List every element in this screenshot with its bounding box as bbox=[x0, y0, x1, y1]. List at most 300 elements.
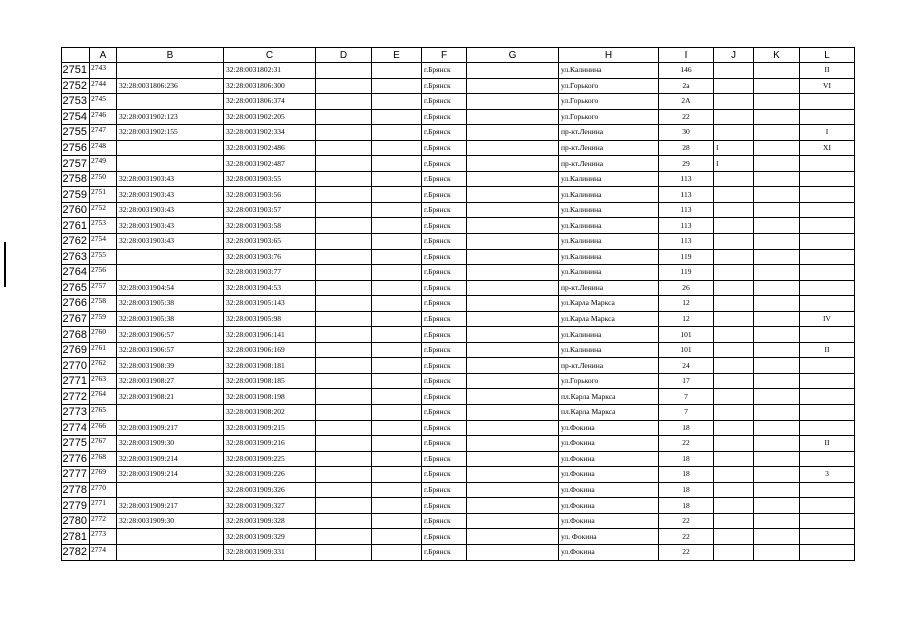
cell-b[interactable]: 32:28:0031903:43 bbox=[117, 218, 224, 234]
row-number-cell[interactable]: 2778 bbox=[62, 482, 90, 498]
cell-j[interactable] bbox=[714, 265, 754, 281]
row-number-cell[interactable]: 2755 bbox=[62, 125, 90, 141]
cell-c[interactable]: 32:28:0031909:225 bbox=[224, 451, 316, 467]
row-number-cell[interactable]: 2753 bbox=[62, 94, 90, 110]
column-header-b[interactable]: B bbox=[117, 48, 224, 63]
cell-e[interactable] bbox=[372, 420, 422, 436]
cell-e[interactable] bbox=[372, 451, 422, 467]
cell-h[interactable]: ул.Фокина bbox=[559, 544, 659, 560]
cell-a[interactable]: 2767 bbox=[90, 436, 117, 452]
cell-f[interactable]: г.Брянск bbox=[422, 94, 467, 110]
column-header-f[interactable]: F bbox=[422, 48, 467, 63]
row-number-cell[interactable]: 2766 bbox=[62, 296, 90, 312]
cell-d[interactable] bbox=[316, 529, 372, 545]
cell-b[interactable]: 32:28:0031906:57 bbox=[117, 342, 224, 358]
cell-l[interactable] bbox=[800, 451, 855, 467]
cell-l[interactable]: XI bbox=[800, 140, 855, 156]
cell-e[interactable] bbox=[372, 280, 422, 296]
cell-i[interactable]: 101 bbox=[659, 327, 714, 343]
cell-d[interactable] bbox=[316, 156, 372, 172]
cell-h[interactable]: ул.Карла Маркса bbox=[559, 296, 659, 312]
cell-a[interactable]: 2759 bbox=[90, 311, 117, 327]
cell-a[interactable]: 2774 bbox=[90, 544, 117, 560]
cell-a[interactable]: 2750 bbox=[90, 171, 117, 187]
cell-a[interactable]: 2761 bbox=[90, 342, 117, 358]
row-number-cell[interactable]: 2769 bbox=[62, 342, 90, 358]
row-number-cell[interactable]: 2779 bbox=[62, 498, 90, 514]
cell-k[interactable] bbox=[754, 327, 800, 343]
cell-e[interactable] bbox=[372, 187, 422, 203]
cell-b[interactable]: 32:28:0031903:43 bbox=[117, 187, 224, 203]
cell-l[interactable] bbox=[800, 405, 855, 421]
cell-l[interactable] bbox=[800, 187, 855, 203]
cell-g[interactable] bbox=[467, 498, 559, 514]
cell-g[interactable] bbox=[467, 280, 559, 296]
row-number-cell[interactable]: 2761 bbox=[62, 218, 90, 234]
cell-i[interactable]: 22 bbox=[659, 513, 714, 529]
cell-i[interactable]: 18 bbox=[659, 498, 714, 514]
column-header-l[interactable]: L bbox=[800, 48, 855, 63]
cell-k[interactable] bbox=[754, 467, 800, 483]
cell-h[interactable]: ул. Фокина bbox=[559, 529, 659, 545]
cell-d[interactable] bbox=[316, 436, 372, 452]
cell-j[interactable] bbox=[714, 187, 754, 203]
cell-e[interactable] bbox=[372, 327, 422, 343]
cell-j[interactable] bbox=[714, 78, 754, 94]
cell-d[interactable] bbox=[316, 218, 372, 234]
cell-h[interactable]: пл.Карла Маркса bbox=[559, 405, 659, 421]
cell-b[interactable] bbox=[117, 405, 224, 421]
cell-g[interactable] bbox=[467, 94, 559, 110]
cell-c[interactable]: 32:28:0031908:185 bbox=[224, 373, 316, 389]
cell-j[interactable] bbox=[714, 467, 754, 483]
cell-l[interactable] bbox=[800, 327, 855, 343]
cell-f[interactable]: г.Брянск bbox=[422, 373, 467, 389]
cell-c[interactable]: 32:28:0031802:31 bbox=[224, 63, 316, 79]
row-number-cell[interactable]: 2775 bbox=[62, 436, 90, 452]
cell-i[interactable]: 113 bbox=[659, 171, 714, 187]
cell-k[interactable] bbox=[754, 218, 800, 234]
cell-h[interactable]: ул.Фокина bbox=[559, 482, 659, 498]
cell-l[interactable] bbox=[800, 389, 855, 405]
cell-d[interactable] bbox=[316, 513, 372, 529]
cell-g[interactable] bbox=[467, 234, 559, 250]
cell-h[interactable]: пр-кт.Ленина bbox=[559, 358, 659, 374]
cell-c[interactable]: 32:28:0031908:202 bbox=[224, 405, 316, 421]
cell-d[interactable] bbox=[316, 171, 372, 187]
cell-d[interactable] bbox=[316, 78, 372, 94]
cell-b[interactable]: 32:28:0031909:214 bbox=[117, 451, 224, 467]
cell-d[interactable] bbox=[316, 405, 372, 421]
cell-d[interactable] bbox=[316, 358, 372, 374]
cell-a[interactable]: 2745 bbox=[90, 94, 117, 110]
cell-j[interactable] bbox=[714, 109, 754, 125]
cell-k[interactable] bbox=[754, 529, 800, 545]
cell-j[interactable] bbox=[714, 420, 754, 436]
cell-b[interactable]: 32:28:0031904:54 bbox=[117, 280, 224, 296]
cell-d[interactable] bbox=[316, 249, 372, 265]
cell-i[interactable]: 22 bbox=[659, 436, 714, 452]
cell-i[interactable]: 18 bbox=[659, 420, 714, 436]
cell-f[interactable]: г.Брянск bbox=[422, 202, 467, 218]
cell-d[interactable] bbox=[316, 311, 372, 327]
cell-g[interactable] bbox=[467, 109, 559, 125]
cell-g[interactable] bbox=[467, 202, 559, 218]
cell-e[interactable] bbox=[372, 498, 422, 514]
row-number-cell[interactable]: 2777 bbox=[62, 467, 90, 483]
cell-k[interactable] bbox=[754, 482, 800, 498]
cell-e[interactable] bbox=[372, 63, 422, 79]
column-header-a[interactable]: A bbox=[90, 48, 117, 63]
row-number-cell[interactable]: 2780 bbox=[62, 513, 90, 529]
cell-f[interactable]: г.Брянск bbox=[422, 482, 467, 498]
cell-k[interactable] bbox=[754, 544, 800, 560]
cell-c[interactable]: 32:28:0031909:226 bbox=[224, 467, 316, 483]
cell-h[interactable]: ул.Калинина bbox=[559, 234, 659, 250]
column-header-j[interactable]: J bbox=[714, 48, 754, 63]
cell-j[interactable] bbox=[714, 389, 754, 405]
cell-j[interactable]: I bbox=[714, 140, 754, 156]
cell-l[interactable] bbox=[800, 420, 855, 436]
row-number-cell[interactable]: 2771 bbox=[62, 373, 90, 389]
cell-j[interactable]: I bbox=[714, 156, 754, 172]
cell-h[interactable]: ул.Калинина bbox=[559, 249, 659, 265]
cell-e[interactable] bbox=[372, 156, 422, 172]
cell-b[interactable]: 32:28:0031903:43 bbox=[117, 171, 224, 187]
row-number-cell[interactable]: 2765 bbox=[62, 280, 90, 296]
cell-g[interactable] bbox=[467, 389, 559, 405]
cell-k[interactable] bbox=[754, 358, 800, 374]
row-number-cell[interactable]: 2759 bbox=[62, 187, 90, 203]
cell-k[interactable] bbox=[754, 109, 800, 125]
cell-j[interactable] bbox=[714, 498, 754, 514]
cell-j[interactable] bbox=[714, 358, 754, 374]
cell-g[interactable] bbox=[467, 327, 559, 343]
cell-j[interactable] bbox=[714, 249, 754, 265]
cell-j[interactable] bbox=[714, 280, 754, 296]
cell-k[interactable] bbox=[754, 187, 800, 203]
cell-k[interactable] bbox=[754, 436, 800, 452]
row-number-cell[interactable]: 2781 bbox=[62, 529, 90, 545]
row-number-cell[interactable]: 2764 bbox=[62, 265, 90, 281]
cell-c[interactable]: 32:28:0031904:53 bbox=[224, 280, 316, 296]
row-number-cell[interactable]: 2776 bbox=[62, 451, 90, 467]
cell-c[interactable]: 32:28:0031903:65 bbox=[224, 234, 316, 250]
cell-b[interactable] bbox=[117, 482, 224, 498]
cell-k[interactable] bbox=[754, 156, 800, 172]
cell-i[interactable]: 17 bbox=[659, 373, 714, 389]
cell-d[interactable] bbox=[316, 63, 372, 79]
cell-a[interactable]: 2751 bbox=[90, 187, 117, 203]
cell-h[interactable]: ул.Фокина bbox=[559, 498, 659, 514]
cell-a[interactable]: 2772 bbox=[90, 513, 117, 529]
cell-f[interactable]: г.Брянск bbox=[422, 342, 467, 358]
cell-l[interactable] bbox=[800, 513, 855, 529]
cell-k[interactable] bbox=[754, 342, 800, 358]
cell-k[interactable] bbox=[754, 296, 800, 312]
cell-f[interactable]: г.Брянск bbox=[422, 63, 467, 79]
cell-d[interactable] bbox=[316, 451, 372, 467]
cell-e[interactable] bbox=[372, 109, 422, 125]
cell-g[interactable] bbox=[467, 436, 559, 452]
cell-k[interactable] bbox=[754, 373, 800, 389]
cell-l[interactable] bbox=[800, 544, 855, 560]
cell-b[interactable]: 32:28:0031909:30 bbox=[117, 513, 224, 529]
cell-k[interactable] bbox=[754, 171, 800, 187]
cell-i[interactable]: 22 bbox=[659, 544, 714, 560]
cell-g[interactable] bbox=[467, 187, 559, 203]
cell-i[interactable]: 12 bbox=[659, 311, 714, 327]
cell-h[interactable]: ул.Калинина bbox=[559, 218, 659, 234]
cell-i[interactable]: 113 bbox=[659, 187, 714, 203]
cell-d[interactable] bbox=[316, 296, 372, 312]
cell-f[interactable]: г.Брянск bbox=[422, 498, 467, 514]
cell-a[interactable]: 2764 bbox=[90, 389, 117, 405]
cell-g[interactable] bbox=[467, 311, 559, 327]
cell-j[interactable] bbox=[714, 513, 754, 529]
cell-d[interactable] bbox=[316, 280, 372, 296]
row-number-cell[interactable]: 2768 bbox=[62, 327, 90, 343]
cell-l[interactable]: II bbox=[800, 342, 855, 358]
cell-b[interactable]: 32:28:0031902:155 bbox=[117, 125, 224, 141]
cell-l[interactable] bbox=[800, 358, 855, 374]
cell-i[interactable]: 22 bbox=[659, 529, 714, 545]
column-header-c[interactable]: C bbox=[224, 48, 316, 63]
cell-c[interactable]: 32:28:0031909:215 bbox=[224, 420, 316, 436]
cell-f[interactable]: г.Брянск bbox=[422, 109, 467, 125]
cell-e[interactable] bbox=[372, 342, 422, 358]
cell-h[interactable]: ул.Фокина bbox=[559, 436, 659, 452]
row-number-cell[interactable]: 2758 bbox=[62, 171, 90, 187]
cell-i[interactable]: 12 bbox=[659, 296, 714, 312]
cell-k[interactable] bbox=[754, 420, 800, 436]
cell-i[interactable]: 113 bbox=[659, 202, 714, 218]
cell-i[interactable]: 18 bbox=[659, 482, 714, 498]
cell-h[interactable]: ул.Калинина bbox=[559, 202, 659, 218]
cell-k[interactable] bbox=[754, 78, 800, 94]
cell-b[interactable]: 32:28:0031906:57 bbox=[117, 327, 224, 343]
cell-g[interactable] bbox=[467, 358, 559, 374]
cell-g[interactable] bbox=[467, 249, 559, 265]
cell-h[interactable]: пр-кт.Ленина bbox=[559, 125, 659, 141]
cell-a[interactable]: 2765 bbox=[90, 405, 117, 421]
cell-c[interactable]: 32:28:0031903:76 bbox=[224, 249, 316, 265]
cell-h[interactable]: ул.Калинина bbox=[559, 171, 659, 187]
cell-h[interactable]: ул.Горького bbox=[559, 78, 659, 94]
cell-l[interactable] bbox=[800, 156, 855, 172]
cell-g[interactable] bbox=[467, 296, 559, 312]
cell-k[interactable] bbox=[754, 389, 800, 405]
cell-c[interactable]: 32:28:0031902:334 bbox=[224, 125, 316, 141]
cell-e[interactable] bbox=[372, 405, 422, 421]
cell-a[interactable]: 2760 bbox=[90, 327, 117, 343]
cell-d[interactable] bbox=[316, 327, 372, 343]
cell-g[interactable] bbox=[467, 513, 559, 529]
cell-h[interactable]: ул.Фокина bbox=[559, 513, 659, 529]
cell-j[interactable] bbox=[714, 482, 754, 498]
cell-g[interactable] bbox=[467, 63, 559, 79]
cell-i[interactable]: 119 bbox=[659, 265, 714, 281]
cell-i[interactable]: 29 bbox=[659, 156, 714, 172]
cell-g[interactable] bbox=[467, 544, 559, 560]
cell-f[interactable]: г.Брянск bbox=[422, 405, 467, 421]
cell-e[interactable] bbox=[372, 202, 422, 218]
cell-h[interactable]: ул.Фокина bbox=[559, 420, 659, 436]
row-number-cell[interactable]: 2757 bbox=[62, 156, 90, 172]
cell-a[interactable]: 2747 bbox=[90, 125, 117, 141]
cell-i[interactable]: 146 bbox=[659, 63, 714, 79]
cell-b[interactable]: 32:28:0031903:43 bbox=[117, 234, 224, 250]
cell-g[interactable] bbox=[467, 140, 559, 156]
cell-j[interactable] bbox=[714, 373, 754, 389]
cell-k[interactable] bbox=[754, 280, 800, 296]
cell-e[interactable] bbox=[372, 78, 422, 94]
cell-d[interactable] bbox=[316, 265, 372, 281]
cell-g[interactable] bbox=[467, 342, 559, 358]
cell-i[interactable]: 24 bbox=[659, 358, 714, 374]
cell-d[interactable] bbox=[316, 389, 372, 405]
cell-h[interactable]: ул.Калинина bbox=[559, 63, 659, 79]
column-header-g[interactable]: G bbox=[467, 48, 559, 63]
cell-a[interactable]: 2766 bbox=[90, 420, 117, 436]
cell-l[interactable] bbox=[800, 94, 855, 110]
cell-c[interactable]: 32:28:0031909:326 bbox=[224, 482, 316, 498]
cell-i[interactable]: 7 bbox=[659, 389, 714, 405]
cell-e[interactable] bbox=[372, 482, 422, 498]
cell-f[interactable]: г.Брянск bbox=[422, 451, 467, 467]
cell-l[interactable]: IV bbox=[800, 311, 855, 327]
cell-l[interactable] bbox=[800, 109, 855, 125]
cell-f[interactable]: г.Брянск bbox=[422, 171, 467, 187]
cell-i[interactable]: 18 bbox=[659, 467, 714, 483]
cell-e[interactable] bbox=[372, 265, 422, 281]
cell-e[interactable] bbox=[372, 373, 422, 389]
cell-f[interactable]: г.Брянск bbox=[422, 436, 467, 452]
cell-f[interactable]: г.Брянск bbox=[422, 513, 467, 529]
cell-g[interactable] bbox=[467, 420, 559, 436]
cell-a[interactable]: 2754 bbox=[90, 234, 117, 250]
cell-k[interactable] bbox=[754, 405, 800, 421]
cell-d[interactable] bbox=[316, 544, 372, 560]
cell-b[interactable] bbox=[117, 63, 224, 79]
cell-g[interactable] bbox=[467, 405, 559, 421]
cell-c[interactable]: 32:28:0031905:98 bbox=[224, 311, 316, 327]
cell-j[interactable] bbox=[714, 451, 754, 467]
cell-b[interactable]: 32:28:0031903:43 bbox=[117, 202, 224, 218]
cell-f[interactable]: г.Брянск bbox=[422, 140, 467, 156]
row-number-cell[interactable]: 2754 bbox=[62, 109, 90, 125]
cell-b[interactable]: 32:28:0031908:21 bbox=[117, 389, 224, 405]
cell-f[interactable]: г.Брянск bbox=[422, 218, 467, 234]
cell-a[interactable]: 2743 bbox=[90, 63, 117, 79]
cell-f[interactable]: г.Брянск bbox=[422, 467, 467, 483]
column-header-d[interactable]: D bbox=[316, 48, 372, 63]
cell-g[interactable] bbox=[467, 373, 559, 389]
cell-c[interactable]: 32:28:0031909:327 bbox=[224, 498, 316, 514]
cell-h[interactable]: пр-кт.Ленина bbox=[559, 140, 659, 156]
cell-j[interactable] bbox=[714, 436, 754, 452]
cell-c[interactable]: 32:28:0031806:300 bbox=[224, 78, 316, 94]
cell-e[interactable] bbox=[372, 436, 422, 452]
cell-c[interactable]: 32:28:0031902:486 bbox=[224, 140, 316, 156]
cell-b[interactable]: 32:28:0031909:30 bbox=[117, 436, 224, 452]
cell-k[interactable] bbox=[754, 249, 800, 265]
cell-c[interactable]: 32:28:0031902:487 bbox=[224, 156, 316, 172]
cell-a[interactable]: 2744 bbox=[90, 78, 117, 94]
cell-c[interactable]: 32:28:0031905:143 bbox=[224, 296, 316, 312]
cell-k[interactable] bbox=[754, 451, 800, 467]
cell-h[interactable]: пр-кт.Ленина bbox=[559, 156, 659, 172]
cell-h[interactable]: ул.Горького bbox=[559, 94, 659, 110]
column-header-e[interactable]: E bbox=[372, 48, 422, 63]
cell-b[interactable]: 32:28:0031908:27 bbox=[117, 373, 224, 389]
cell-a[interactable]: 2768 bbox=[90, 451, 117, 467]
row-number-cell[interactable]: 2751 bbox=[62, 63, 90, 79]
corner-header-cell[interactable] bbox=[62, 48, 90, 63]
cell-i[interactable]: 7 bbox=[659, 405, 714, 421]
cell-e[interactable] bbox=[372, 544, 422, 560]
cell-f[interactable]: г.Брянск bbox=[422, 156, 467, 172]
cell-b[interactable]: 32:28:0031902:123 bbox=[117, 109, 224, 125]
cell-a[interactable]: 2746 bbox=[90, 109, 117, 125]
cell-b[interactable]: 32:28:0031905:38 bbox=[117, 311, 224, 327]
cell-j[interactable] bbox=[714, 544, 754, 560]
row-number-cell[interactable]: 2770 bbox=[62, 358, 90, 374]
cell-d[interactable] bbox=[316, 420, 372, 436]
cell-e[interactable] bbox=[372, 171, 422, 187]
cell-j[interactable] bbox=[714, 311, 754, 327]
cell-l[interactable] bbox=[800, 249, 855, 265]
column-header-h[interactable]: H bbox=[559, 48, 659, 63]
cell-i[interactable]: 119 bbox=[659, 249, 714, 265]
cell-i[interactable]: 18 bbox=[659, 451, 714, 467]
cell-f[interactable]: г.Брянск bbox=[422, 280, 467, 296]
cell-h[interactable]: ул.Фокина bbox=[559, 467, 659, 483]
column-header-i[interactable]: I bbox=[659, 48, 714, 63]
cell-k[interactable] bbox=[754, 94, 800, 110]
cell-f[interactable]: г.Брянск bbox=[422, 265, 467, 281]
cell-c[interactable]: 32:28:0031909:329 bbox=[224, 529, 316, 545]
cell-c[interactable]: 32:28:0031903:58 bbox=[224, 218, 316, 234]
cell-b[interactable]: 32:28:0031806:236 bbox=[117, 78, 224, 94]
cell-e[interactable] bbox=[372, 94, 422, 110]
cell-e[interactable] bbox=[372, 218, 422, 234]
cell-d[interactable] bbox=[316, 467, 372, 483]
cell-i[interactable]: 30 bbox=[659, 125, 714, 141]
cell-h[interactable]: пл.Карла Маркса bbox=[559, 389, 659, 405]
cell-i[interactable]: 113 bbox=[659, 218, 714, 234]
cell-d[interactable] bbox=[316, 498, 372, 514]
cell-g[interactable] bbox=[467, 218, 559, 234]
cell-l[interactable]: 3 bbox=[800, 467, 855, 483]
cell-a[interactable]: 2755 bbox=[90, 249, 117, 265]
cell-c[interactable]: 32:28:0031906:141 bbox=[224, 327, 316, 343]
cell-b[interactable] bbox=[117, 544, 224, 560]
cell-f[interactable]: г.Брянск bbox=[422, 327, 467, 343]
cell-c[interactable]: 32:28:0031909:216 bbox=[224, 436, 316, 452]
cell-l[interactable]: I bbox=[800, 125, 855, 141]
cell-d[interactable] bbox=[316, 342, 372, 358]
cell-a[interactable]: 2753 bbox=[90, 218, 117, 234]
cell-j[interactable] bbox=[714, 342, 754, 358]
cell-c[interactable]: 32:28:0031903:57 bbox=[224, 202, 316, 218]
cell-b[interactable] bbox=[117, 156, 224, 172]
row-number-cell[interactable]: 2760 bbox=[62, 202, 90, 218]
cell-k[interactable] bbox=[754, 234, 800, 250]
cell-l[interactable] bbox=[800, 280, 855, 296]
cell-l[interactable] bbox=[800, 498, 855, 514]
cell-d[interactable] bbox=[316, 94, 372, 110]
